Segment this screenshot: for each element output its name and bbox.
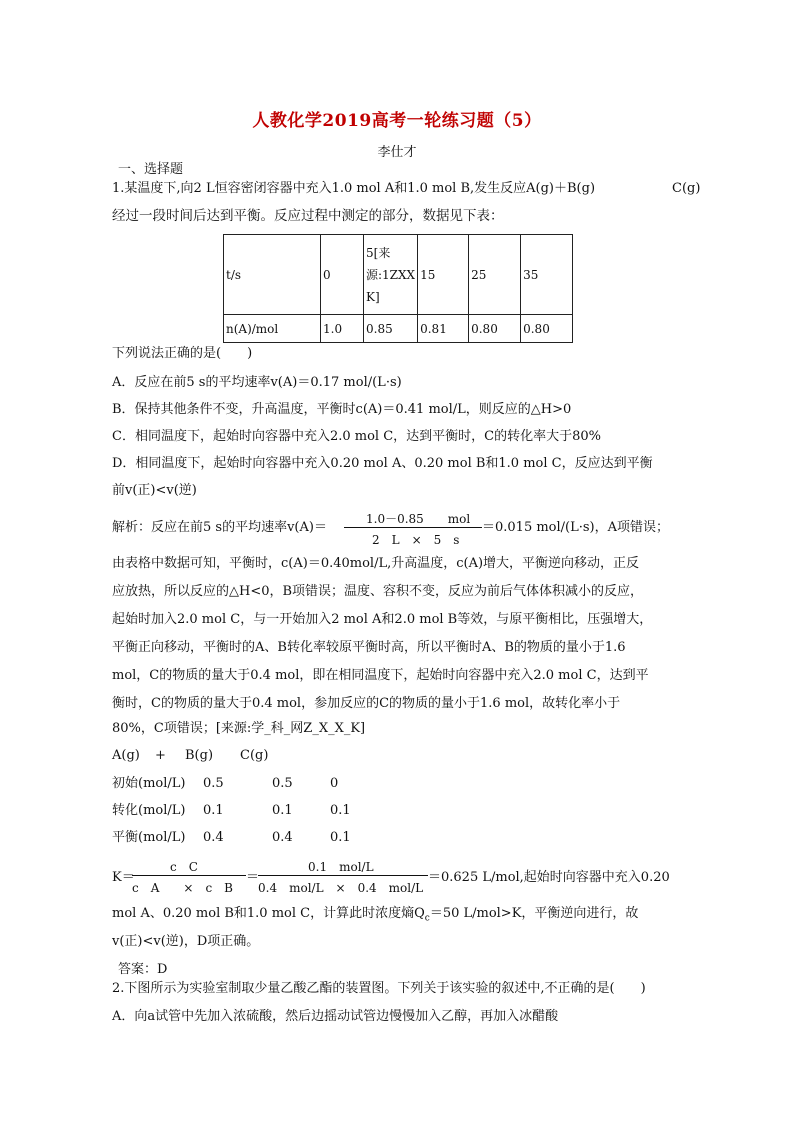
k-fraction-2-numerator: 0.1 mol/L [308,860,374,874]
row-initial-a: 0.5 [203,776,224,791]
table-cell: 25 [469,235,521,315]
row-change-c: 0.1 [330,803,351,818]
row-equilibrium-c: 0.1 [330,830,351,845]
analysis-rate-suffix: ＝0.015 mol/(L·s)，A项错误； [482,520,670,535]
row-equilibrium-a: 0.4 [203,830,224,845]
table-cell [364,235,418,315]
qc-subscript: c [424,913,430,924]
q1-option-d-line2: 前v(正)<v(逆) [112,483,197,498]
analysis-conclusion: v(正)<v(逆)，D项正确。 [112,934,260,949]
page-title: 人教化学2019高考一轮练习题（5） [252,111,542,131]
row-initial-b: 0.5 [272,776,293,791]
q1-prompt: 下列说法正确的是( ) [112,346,253,361]
table-cell-line: 源:1ZXX [366,267,416,282]
fraction-bar [258,875,428,876]
table-cell: 0.85 [364,315,418,343]
equation-product-c: C(g) [240,748,269,763]
row-initial-label: 初始(mol/L) [112,776,186,791]
k-fraction-2-denominator: 0.4 mol/L × 0.4 mol/L [258,881,424,895]
k-fraction-1-denominator: c A × c B [132,881,233,895]
q1-option-a: A．反应在前5 s的平均速率v(A)＝0.17 mol/(L·s) [112,375,402,390]
analysis-rate-prefix: 解析：反应在前5 s的平均速率v(A)＝ [112,520,327,535]
table-cell: 0.80 [521,315,573,343]
table-cell: 0.81 [418,315,469,343]
author: 李仕才 [377,145,417,160]
rate-denominator: 2 L × 5 s [372,533,460,547]
q1-option-c: C．相同温度下，起始时向容器中充入2.0 mol C，达到平衡时，C的转化率大于80% [112,429,601,444]
analysis-line: 衡时，C的物质的量大于0.4 mol，参加反应的C的物质的量小于1.6 mol，故转化率小于 [112,696,621,711]
table-cell-line: K] [366,289,380,304]
analysis-qc-tail: ＝50 L/mol>K，平衡逆向进行，故 [429,906,639,921]
section-heading: 一、选择题 [118,162,184,177]
row-change-a: 0.1 [203,803,224,818]
analysis-line: 由表格中数据可知，平衡时，c(A)＝0.40mol/L,升高温度，c(A)增大，平衡逆向移动，正反 [112,556,640,571]
table-cell: 15 [418,235,469,315]
q2-option-a: A．向a试管中先加入浓硫酸，然后边摇动试管边慢慢加入乙醇，再加入冰醋酸 [112,1009,559,1024]
analysis-line: 应放热，所以反应的△H<0，B项错误；温度、容积不变，反应为前后气体体积减小的反应， [112,584,644,599]
table-cell: 1.0 [321,315,364,343]
q1-stem-product: C(g) [672,181,701,196]
analysis-line: 80%，C项错误；[来源:学_科_网Z_X_X_K] [112,721,366,736]
table-row [224,235,573,315]
table-cell: 35 [521,235,573,315]
equation-reactant-b: B(g) [185,748,214,763]
fraction-bar [132,875,246,876]
fraction-bar [344,527,482,528]
row-equilibrium-label: 平衡(mol/L) [112,830,186,845]
k-suffix: ＝0.625 L/mol,起始时向容器中充入0.20 [428,870,670,885]
equation-plus: + [155,748,166,763]
q1-option-b: B．保持其他条件不变，升高温度，平衡时c(A)＝0.41 mol/L，则反应的△H>0 [112,402,572,417]
table-cell: 0.80 [469,315,521,343]
rate-numerator: 1.0－0.85 mol [366,512,471,526]
analysis-line: 平衡正向移动，平衡时的A、B转化率较原平衡时高，所以平衡时A、B的物质的量小于1.6 [112,640,626,655]
equation-reactant-a: A(g) [112,748,140,763]
table-cell: n(A)/mol [224,315,321,343]
q1-answer: 答案：D [118,962,168,977]
k-equals: ＝ [246,870,260,885]
data-table [223,234,573,343]
q1-stem-line1: 1.某温度下,向2 L恒容密闭容器中充入1.0 mol A和1.0 mol B,发生反应A(g)＋B(g) [112,181,596,196]
q2-stem: 2.下图所示为实验室制取少量乙酸乙酯的装置图。下列关于该实验的叙述中,不正确的是( ) [112,981,646,996]
row-change-b: 0.1 [272,803,293,818]
row-change-label: 转化(mol/L) [112,803,186,818]
row-equilibrium-b: 0.4 [272,830,293,845]
analysis-qc-text: mol A、0.20 mol B和1.0 mol C，计算此时浓度熵Q [112,906,425,921]
k-prefix: K＝ [112,870,135,885]
q1-stem-line2: 经过一段时间后达到平衡。反应过程中测定的部分，数据见下表： [112,208,504,224]
table-cell: t/s [224,235,321,315]
analysis-line-qc [112,906,638,927]
analysis-line: 起始时加入2.0 mol C，与一开始加入2 mol A和2.0 mol B等效，与原平衡相比，压强增大， [112,612,653,627]
table-row [224,315,573,343]
row-initial-c: 0 [330,776,339,791]
table-cell: 0 [321,235,364,315]
q1-option-d-line1: D．相同温度下，起始时向容器中充入0.20 mol A、0.20 mol B和1.0 mol C，反应达到平衡 [112,456,653,471]
table-cell-line: 5[来 [366,245,391,260]
k-fraction-1-numerator: c C [170,860,198,874]
analysis-line: mol，C的物质的量大于0.4 mol，即在相同温度下，起始时向容器中充入2.0 mol C，达到平 [112,668,649,683]
